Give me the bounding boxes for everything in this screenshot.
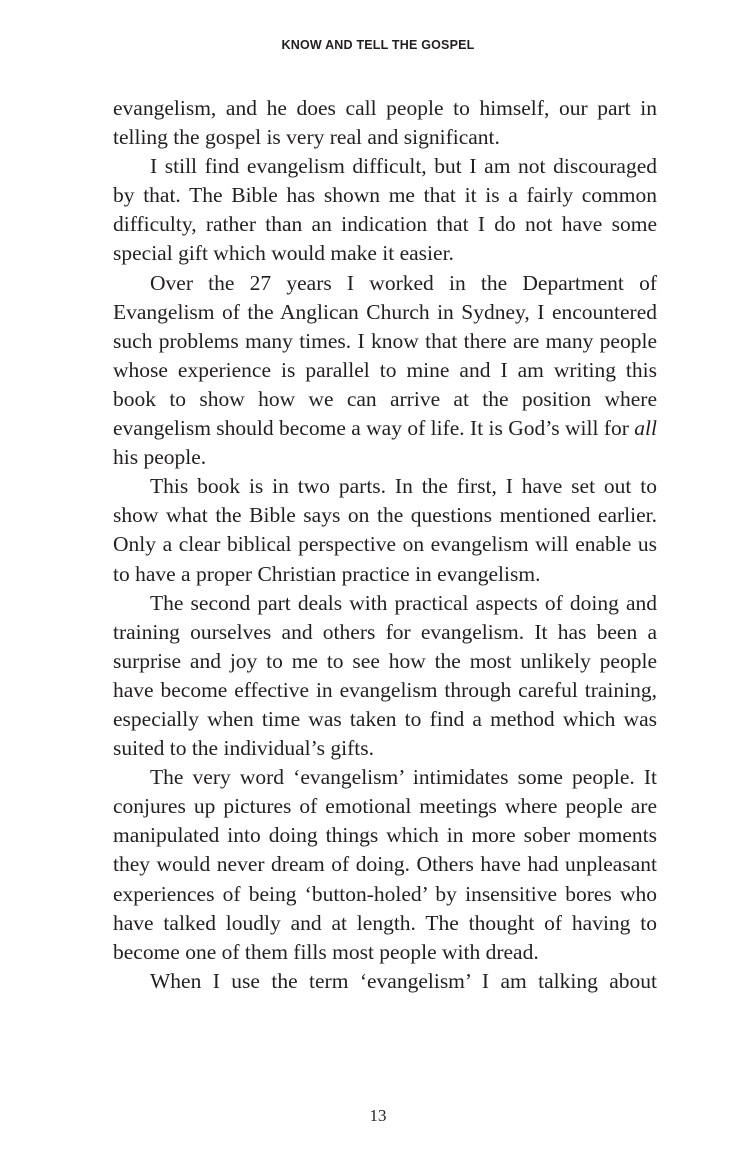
paragraph: I still find evangelism difficult, but I am not discouraged by that. The Bible has shown me that it is a fairly common difficulty, rather than an indication that I do not have some special gift which would make it easier. [113, 154, 657, 266]
body-text [113, 94, 657, 996]
paragraph-last-line: When I use the term ‘evangelism’ I am talking about [150, 968, 657, 993]
paragraph: The very word ‘evangelism’ intimidates some people. It conjures up pictures of emotional meetings where people are manipulated into doing things which in more sober moments they would never dream of doing. Others have had unpleasant experiences of being ‘button-holed’ by insensitive bores who have talked loudly and at length. The thought of having to become one of them fills most people with dread. [113, 765, 657, 964]
emphasis-all: all [634, 416, 657, 441]
paragraph: The second part deals with practical aspects of doing and training ourselves and others for evangelism. It has been a surprise and joy to me to see how the most unlikely people have become effective in evangelism through careful training, especially when time was taken to find a method which was suited to the individual’s gifts. [113, 590, 657, 761]
paragraph-text: his people. [113, 445, 207, 470]
paragraph-continued: evangelism, and he does call people to himself, our part in telling the gospel is very real and significant. [113, 96, 657, 150]
paragraph [113, 269, 657, 473]
paragraph-text: Over the 27 years I worked in the Department of Evangelism of the Anglican Church in Sydney, I encountered such problems many times. I know that there are many people whose experience is parallel to mine and I am writing this book to show how we can arrive at the position where evangelism should become a way of life. It is God’s will for [113, 270, 657, 441]
page-number: 13 [369, 1106, 387, 1125]
paragraph: This book is in two parts. In the first, I have set out to show what the Bible says on the questions mentioned earlier. Only a clear biblical perspective on evangelism will enable us to have a proper Christian practice in evangelism. [113, 474, 657, 586]
running-head: KNOW AND TELL THE GOSPEL [281, 38, 475, 52]
